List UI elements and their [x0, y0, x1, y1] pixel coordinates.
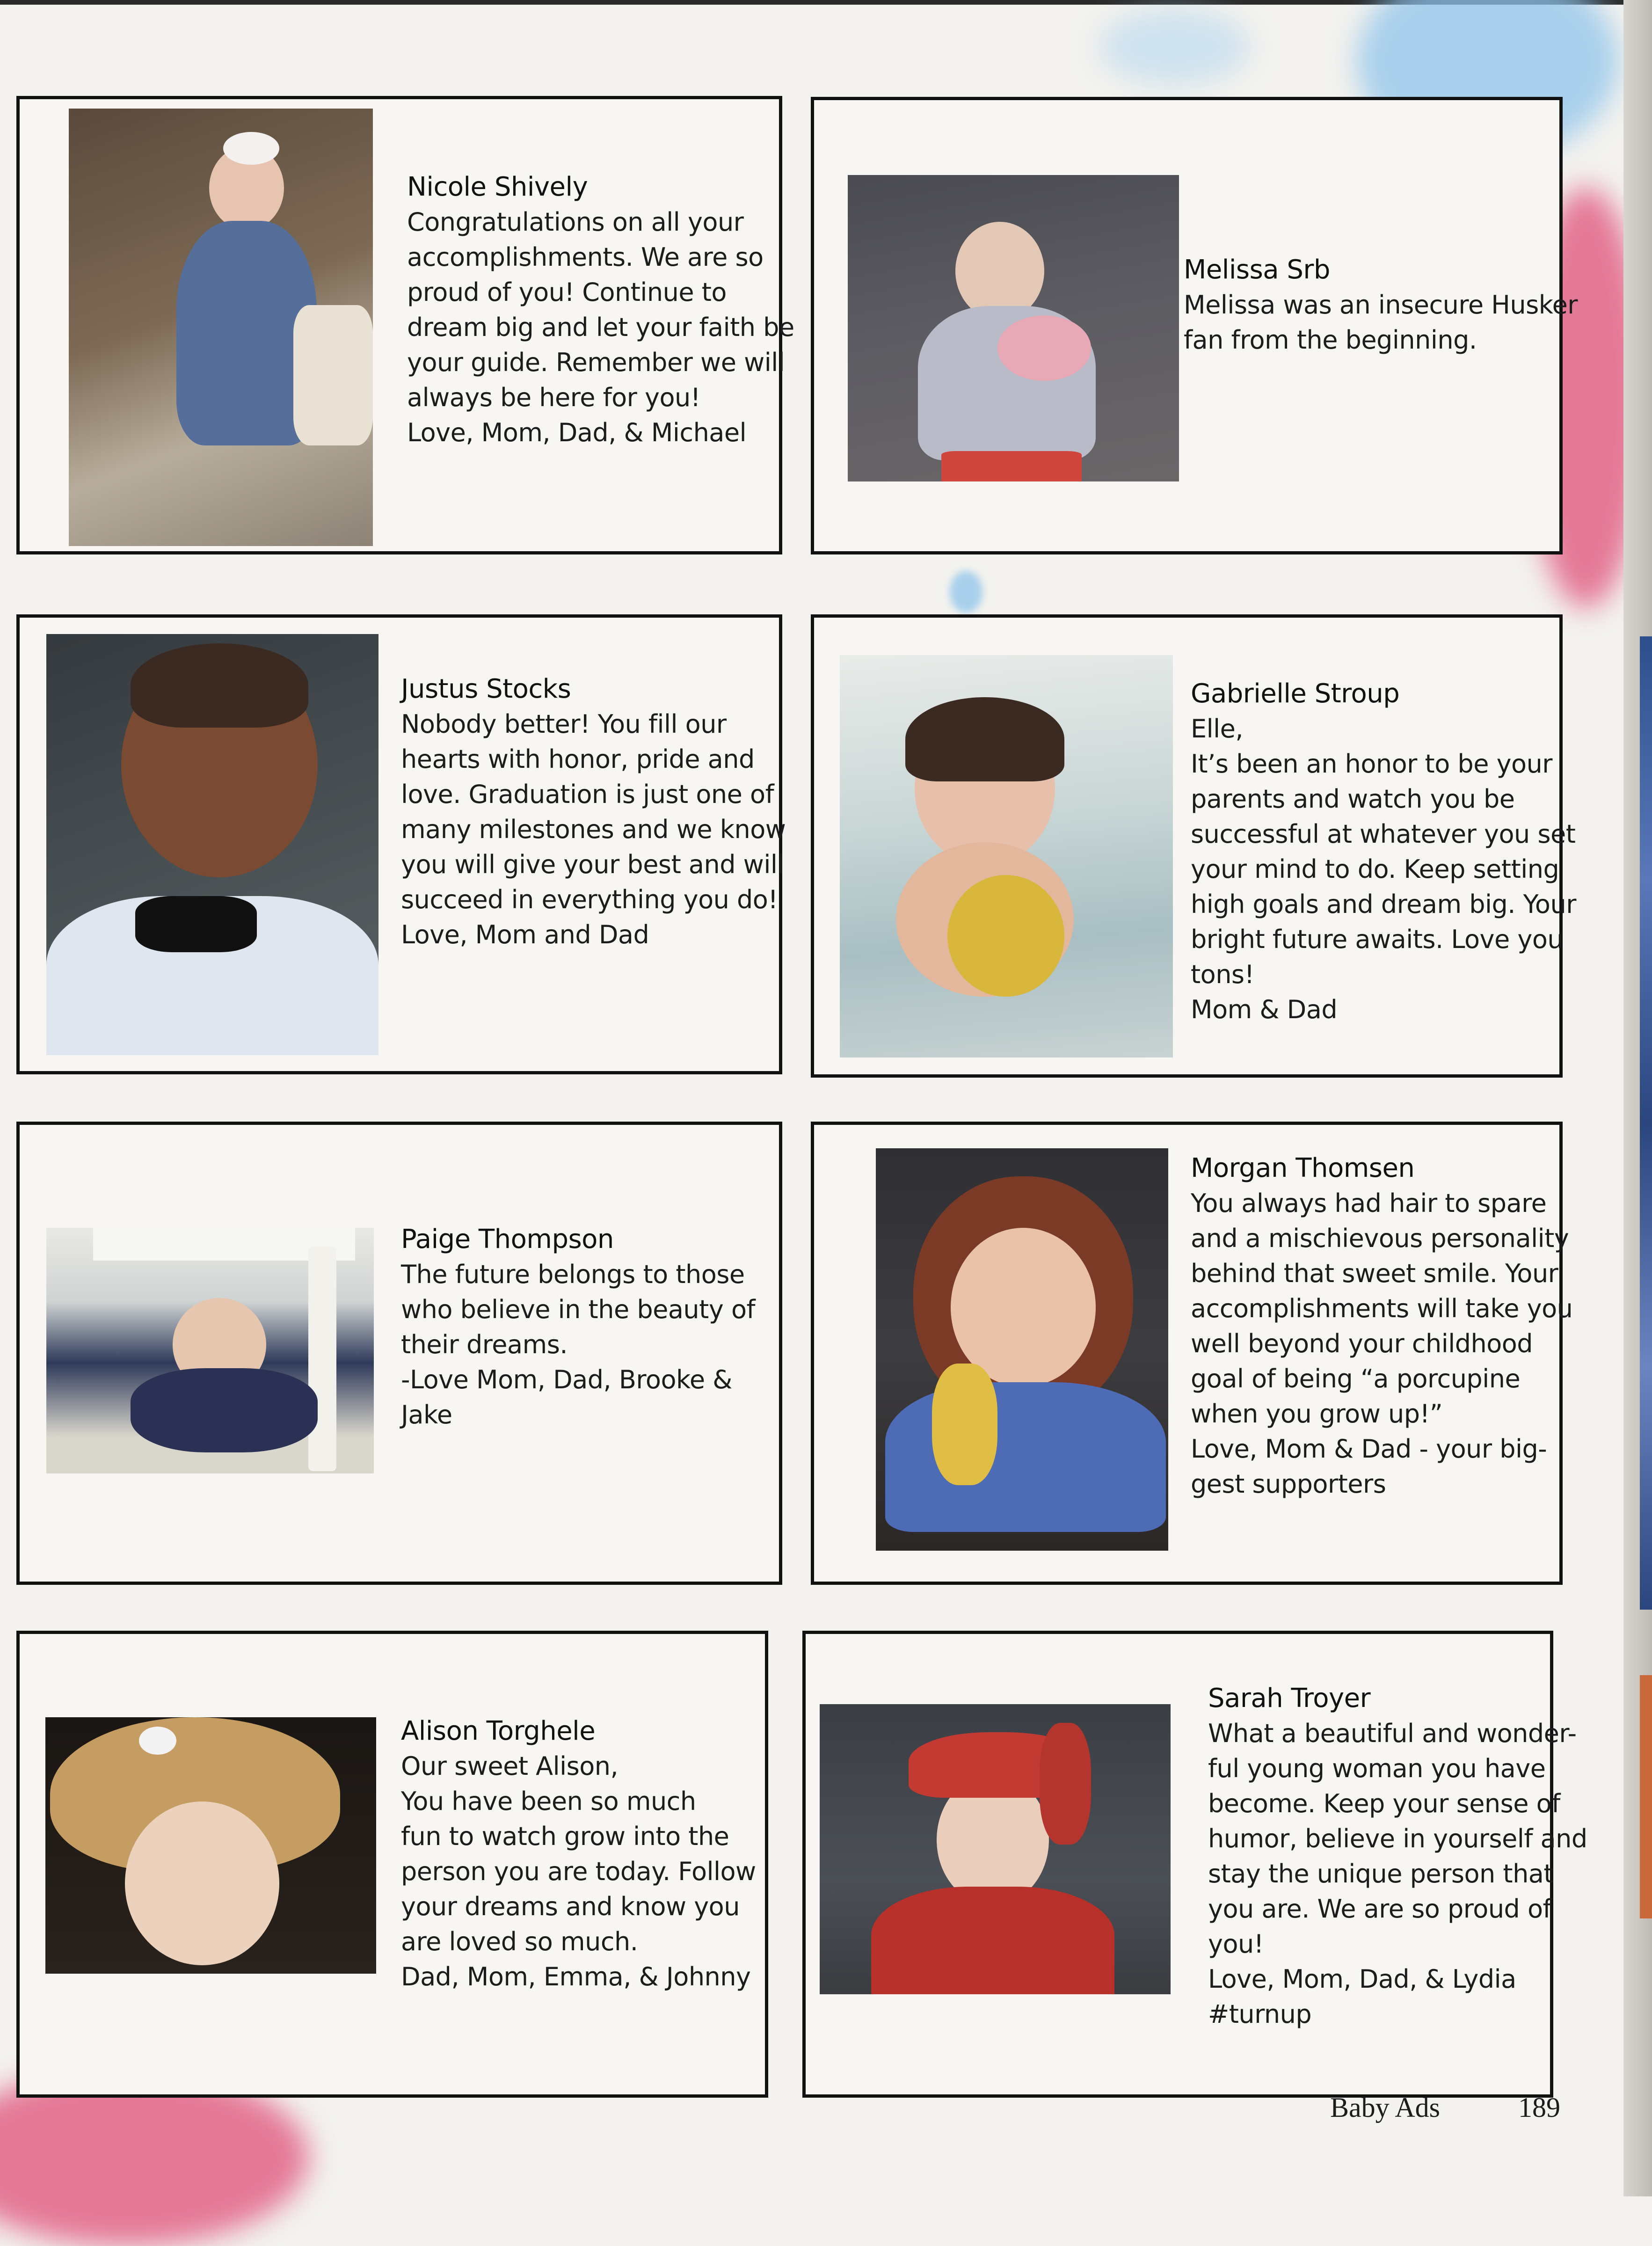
ad-message: Gabrielle Stroup Elle, It’s been an honor to be your parents and watch you be successful at whatever you set your mind to do. Keep setting high goals and dream big. Your bright future awaits. Love you tons! Mom & Dad: [1191, 676, 1576, 1027]
child-name: Justus Stocks: [401, 674, 571, 704]
baby-photo: [820, 1704, 1171, 1994]
baby-photo: [840, 655, 1173, 1057]
section-label: Baby Ads: [1330, 2092, 1441, 2123]
child-name: Morgan Thomsen: [1191, 1153, 1415, 1183]
baby-ad-gabrielle-stroup: [811, 614, 1576, 1078]
ad-message: Justus Stocks Nobody better! You fill our hearts with honor, pride and love. Graduation is just one of many milestones and we know you will give your best and will succeed in everything you do! Love, Mom and Dad: [401, 671, 786, 952]
ad-message: Morgan Thomsen You always had hair to spare and a mischievous personality behind that sweet smile. Your accomplishments will take you well beyond your childhood goal of being “a porcupine when you grow up!” Love, Mom & Dad - your big- gest supporters: [1191, 1151, 1572, 1502]
blue-paint-drop: [950, 571, 982, 613]
baby-photo: [876, 1148, 1168, 1551]
baby-ad-nicole-shively: [16, 96, 794, 554]
baby-ad-justus-stocks: [16, 614, 786, 1074]
ad-message: Sarah Troyer What a beautiful and wonder- ful young woman you have become. Keep your sense of humor, believe in yourself and stay the unique person that you are. We are so proud of you! Love, Mom, Dad, & Lydia #turnup: [1208, 1681, 1587, 2032]
child-name: Melissa Srb: [1184, 255, 1330, 285]
baby-photo: [45, 1717, 376, 1974]
baby-photo: [46, 634, 378, 1055]
baby-ad-morgan-thomsen: [811, 1122, 1573, 1585]
child-name: Sarah Troyer: [1208, 1683, 1371, 1714]
page-edge-orange: [1640, 1675, 1652, 1918]
baby-photo: [46, 1228, 374, 1473]
ad-message: Melissa Srb Melissa was an insecure Husker fan from the beginning.: [1184, 252, 1578, 357]
baby-photo: [848, 175, 1179, 481]
child-name: Nicole Shively: [407, 172, 588, 202]
ad-message: Alison Torghele Our sweet Alison, You have been so much fun to watch grow into the person you are today. Follow your dreams and know you are loved so much. Dad, Mom, Emma, & Johnny: [401, 1714, 756, 1994]
baby-ad-paige-thompson: [16, 1122, 782, 1585]
child-name: Paige Thompson: [401, 1224, 614, 1254]
baby-ad-sarah-troyer: [802, 1631, 1587, 2098]
baby-photo: [69, 109, 373, 546]
page-edge-blue: [1640, 636, 1652, 1610]
ad-message: Nicole Shively Congratulations on all your accomplishments. We are so proud of you! Continue to dream big and let your faith be your guide. Remember we will always be here for you! Love, Mom, Dad, & Michael: [407, 169, 794, 450]
child-name: Gabrielle Stroup: [1191, 678, 1400, 709]
ad-message: Paige Thompson The future belongs to those who believe in the beauty of their dreams. -Love Mom, Dad, Brooke & Jake: [401, 1222, 755, 1432]
page-number: 189: [1518, 2092, 1560, 2123]
child-name: Alison Torghele: [401, 1716, 596, 1746]
blue-paint-splash-small: [1099, 9, 1249, 84]
baby-ad-alison-torghele: [16, 1631, 768, 2098]
baby-ad-melissa-srb: [811, 97, 1578, 554]
